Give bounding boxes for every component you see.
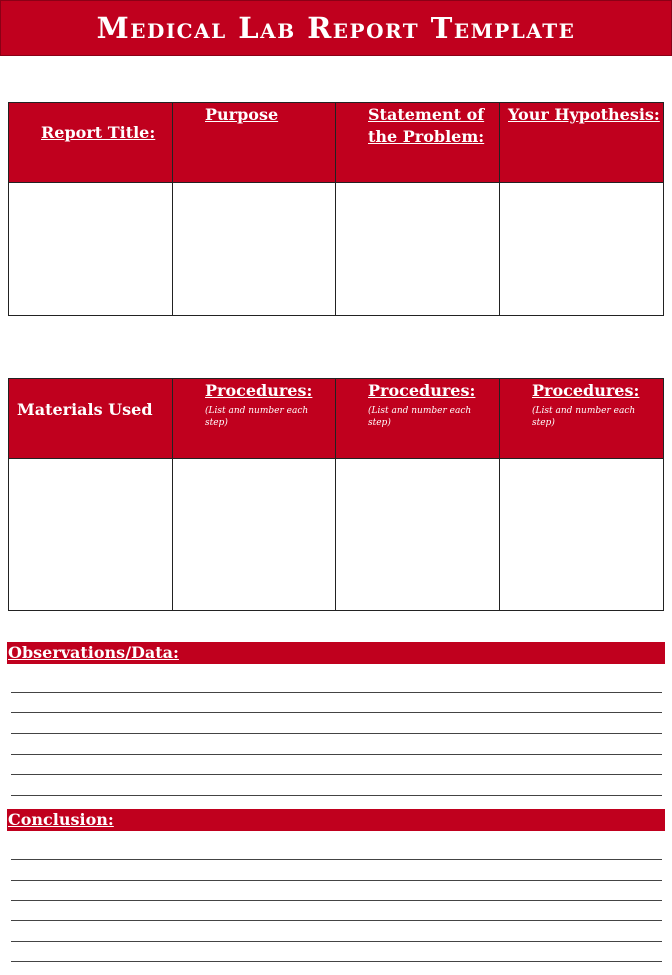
purpose-header: [173, 103, 336, 183]
page-title: Medical Lab Report Template: [96, 11, 576, 45]
writing-line: [11, 961, 662, 962]
report-title-header: [9, 103, 173, 183]
materials-header: [9, 379, 173, 459]
writing-line: [11, 754, 662, 755]
writing-line: [11, 733, 662, 734]
writing-line: [11, 900, 662, 901]
procedures-header-1: [173, 379, 336, 459]
problem-statement-header: [336, 103, 500, 183]
materials-procedures-table: [8, 378, 664, 611]
observations-bar: [7, 642, 665, 664]
procedures-label-2: Procedures:: [368, 381, 476, 400]
procedures-note-1: (List and number each step): [205, 406, 309, 428]
conclusion-label: Conclusion:: [8, 810, 114, 829]
title-banner: [0, 0, 672, 56]
problem-statement-cell[interactable]: [336, 183, 500, 316]
procedures-header-2: [336, 379, 500, 459]
hypothesis-cell[interactable]: [500, 183, 664, 316]
report-title-label: Report Title:: [41, 123, 156, 142]
observations-label: Observations/Data:: [8, 643, 179, 662]
procedures-cell-1[interactable]: [173, 459, 336, 611]
hypothesis-label: Your Hypothesis:: [508, 105, 660, 124]
report-title-cell[interactable]: [9, 183, 173, 316]
writing-line: [11, 859, 662, 860]
writing-line: [11, 920, 662, 921]
writing-line: [11, 692, 662, 693]
procedures-label-3: Procedures:: [532, 381, 640, 400]
problem-statement-label: Statement of the Problem:: [368, 105, 485, 146]
purpose-cell[interactable]: [173, 183, 336, 316]
procedures-cell-3[interactable]: [500, 459, 664, 611]
writing-line: [11, 941, 662, 942]
procedures-header-3: [500, 379, 664, 459]
purpose-label: Purpose: [205, 105, 279, 124]
procedures-note-3: (List and number each step): [532, 406, 636, 428]
procedures-note-2: (List and number each step): [368, 406, 472, 428]
writing-line: [11, 712, 662, 713]
writing-line: [11, 880, 662, 881]
writing-line: [11, 795, 662, 796]
procedures-label-1: Procedures:: [205, 381, 313, 400]
materials-cell[interactable]: [9, 459, 173, 611]
report-info-table: [8, 102, 664, 316]
materials-label: Materials Used: [17, 400, 153, 419]
procedures-cell-2[interactable]: [336, 459, 500, 611]
writing-line: [11, 774, 662, 775]
hypothesis-header: [500, 103, 664, 183]
conclusion-bar: [7, 809, 665, 831]
